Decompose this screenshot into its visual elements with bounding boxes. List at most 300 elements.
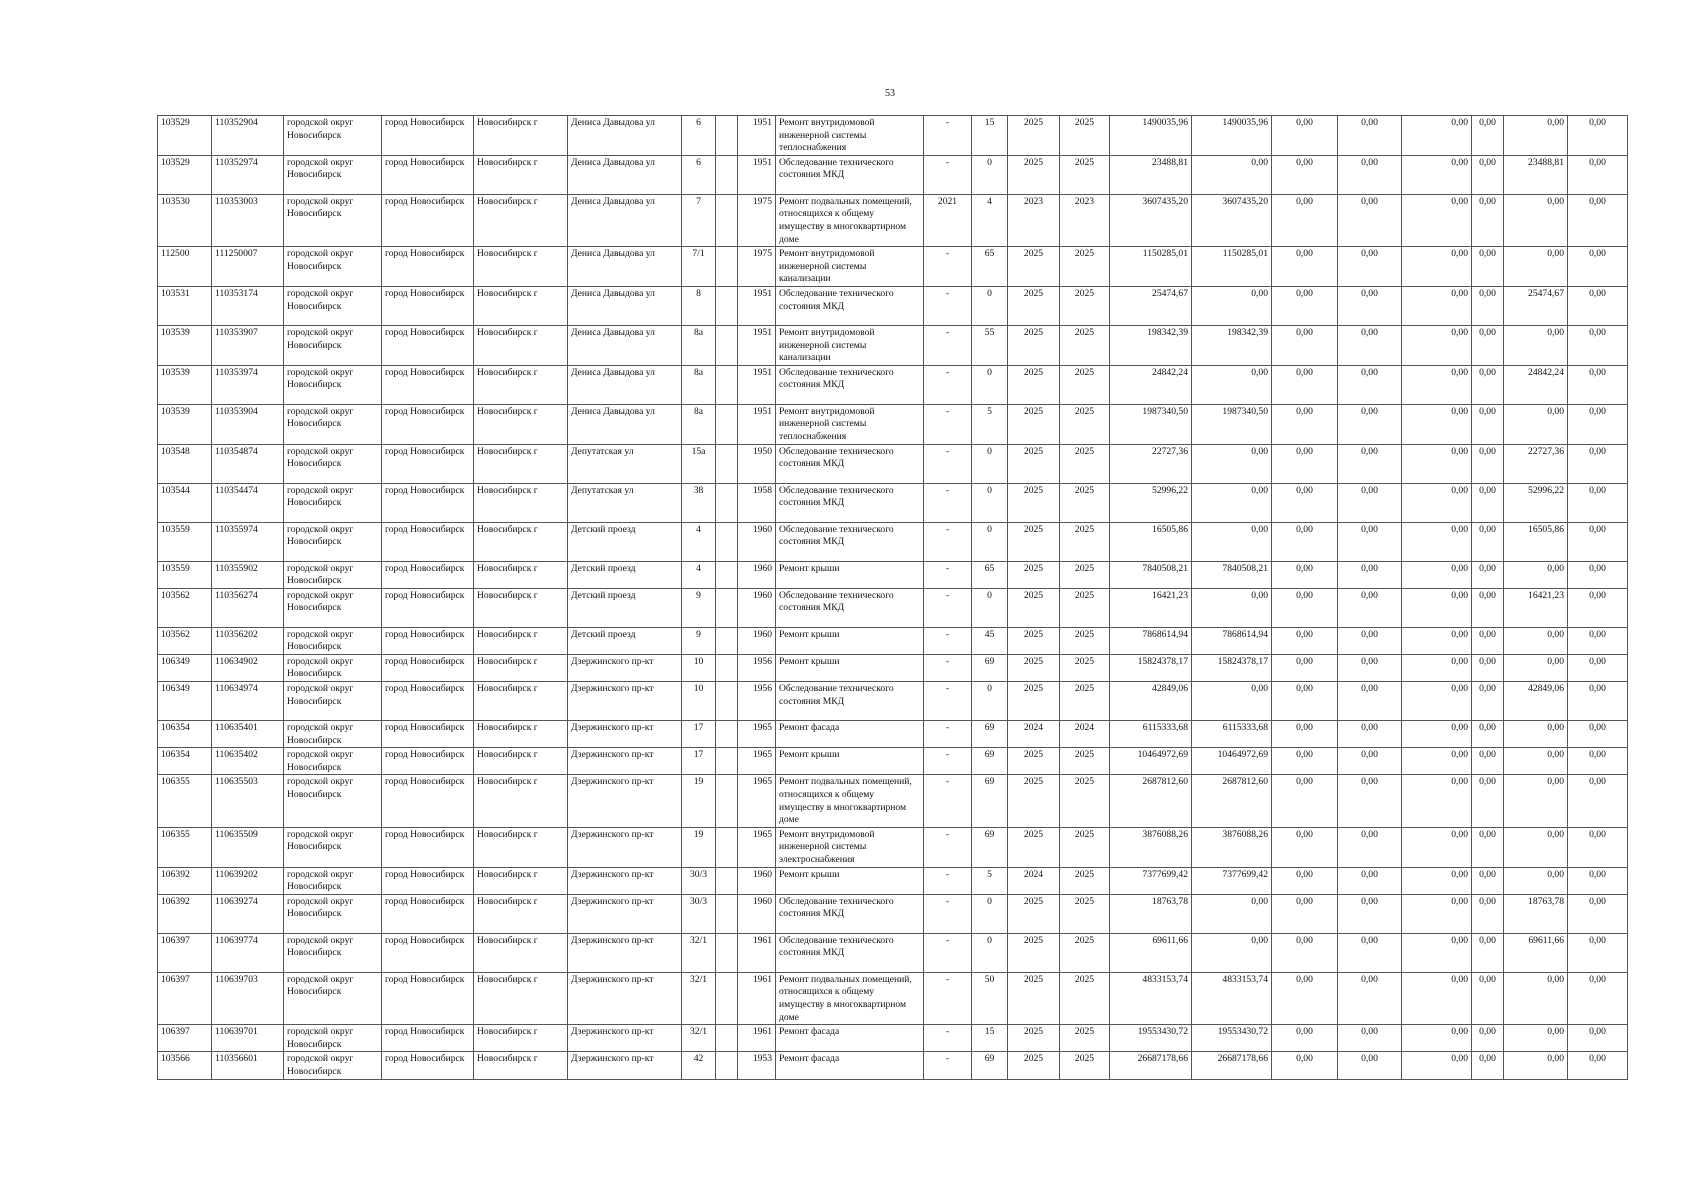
- cell-fund-cost: 0,00: [1192, 483, 1272, 522]
- cell-plan-year-from: 2025: [1008, 775, 1060, 827]
- cell-settlement-type: город Новосибирск: [382, 894, 474, 933]
- cell-build-year: 1961: [738, 933, 776, 972]
- cell-local-funds: 0,00: [1402, 561, 1472, 588]
- cell-owner-funds: 0,00: [1504, 561, 1568, 588]
- table-row: [158, 1052, 1628, 1079]
- cell-work-id: 110352904: [212, 116, 284, 156]
- cell-plan-year-to: 2025: [1060, 522, 1110, 561]
- cell-street: Депутатская ул: [568, 444, 682, 483]
- cell-work-id: 110639202: [212, 867, 284, 894]
- cell-plan-year-from: 2025: [1008, 522, 1060, 561]
- cell-settlement-type: город Новосибирск: [382, 775, 474, 827]
- cell-work-type: Ремонт фасада: [776, 721, 924, 748]
- cell-work-type: Ремонт подвальных помещений, относящихся к общему имуществу в многоквартирном доме: [776, 775, 924, 827]
- cell-plan-year-from: 2024: [1008, 867, 1060, 894]
- cell-municipality: городской округ Новосибирск: [284, 483, 382, 522]
- cell-street: Детский проезд: [568, 561, 682, 588]
- cell-house-number: 8а: [682, 365, 716, 404]
- cell-owner-funds: 16505,86: [1504, 522, 1568, 561]
- cell-municipality: городской округ Новосибирск: [284, 827, 382, 867]
- cell-owner-funds: 0,00: [1504, 1025, 1568, 1052]
- cell-locality: Новосибирск г: [474, 654, 568, 681]
- cell-work-type: Обследование технического состояния МКД: [776, 588, 924, 627]
- cell-extra-funds: 0,00: [1568, 365, 1628, 404]
- cell-building: [716, 522, 738, 561]
- cell-extra-funds: 0,00: [1568, 561, 1628, 588]
- cell-plan-year-to: 2025: [1060, 588, 1110, 627]
- cell-work-type: Обследование технического состояния МКД: [776, 286, 924, 325]
- cell-municipality: городской округ Новосибирск: [284, 325, 382, 365]
- cell-house-id: 103559: [158, 561, 212, 588]
- cell-work-type: Ремонт крыши: [776, 748, 924, 775]
- cell-regional-funds: 0,00: [1338, 286, 1402, 325]
- cell-build-year: 1956: [738, 654, 776, 681]
- cell-local-funds: 0,00: [1402, 894, 1472, 933]
- cell-plan-year-to: 2025: [1060, 867, 1110, 894]
- cell-build-year: 1961: [738, 972, 776, 1024]
- cell-locality: Новосибирск г: [474, 247, 568, 287]
- cell-house-number: 19: [682, 775, 716, 827]
- cell-street: Дзержинского пр-кт: [568, 775, 682, 827]
- cell-building: [716, 682, 738, 721]
- cell-owner-funds: 0,00: [1504, 627, 1568, 654]
- cell-settlement-type: город Новосибирск: [382, 365, 474, 404]
- cell-local-funds: 0,00: [1402, 721, 1472, 748]
- cell-extra-funds: 0,00: [1568, 522, 1628, 561]
- cell-last-repair-year: -: [924, 483, 972, 522]
- cell-last-repair-year: -: [924, 365, 972, 404]
- cell-street: Дениса Давыдова ул: [568, 116, 682, 156]
- cell-settlement-type: город Новосибирск: [382, 748, 474, 775]
- cell-locality: Новосибирск г: [474, 194, 568, 246]
- cell-street: Дзержинского пр-кт: [568, 1052, 682, 1079]
- cell-house-id: 106355: [158, 827, 212, 867]
- cell-local-funds: 0,00: [1402, 155, 1472, 194]
- cell-fund-cost: 6115333,68: [1192, 721, 1272, 748]
- cell-locality: Новосибирск г: [474, 286, 568, 325]
- cell-extra-funds: 0,00: [1568, 748, 1628, 775]
- cell-street: Дзержинского пр-кт: [568, 654, 682, 681]
- cell-fund-cost: 0,00: [1192, 286, 1272, 325]
- cell-fund-cost: 19553430,72: [1192, 1025, 1272, 1052]
- cell-street: Дзержинского пр-кт: [568, 682, 682, 721]
- cell-total-cost: 42849,06: [1110, 682, 1192, 721]
- cell-fund-cost: 1490035,96: [1192, 116, 1272, 156]
- cell-street: Детский проезд: [568, 627, 682, 654]
- cell-wear-percent: 0: [972, 933, 1008, 972]
- table-row: [158, 444, 1628, 483]
- cell-municipality: городской округ Новосибирск: [284, 1052, 382, 1079]
- cell-last-repair-year: -: [924, 286, 972, 325]
- cell-other-funds: 0,00: [1472, 365, 1504, 404]
- cell-work-id: 110356274: [212, 588, 284, 627]
- cell-plan-year-from: 2025: [1008, 286, 1060, 325]
- cell-fund-cost: 0,00: [1192, 933, 1272, 972]
- cell-total-cost: 10464972,69: [1110, 748, 1192, 775]
- cell-house-number: 32/1: [682, 933, 716, 972]
- cell-municipality: городской округ Новосибирск: [284, 682, 382, 721]
- cell-settlement-type: город Новосибирск: [382, 522, 474, 561]
- cell-house-number: 8а: [682, 404, 716, 444]
- cell-settlement-type: город Новосибирск: [382, 444, 474, 483]
- cell-municipality: городской округ Новосибирск: [284, 155, 382, 194]
- cell-settlement-type: город Новосибирск: [382, 721, 474, 748]
- cell-wear-percent: 69: [972, 775, 1008, 827]
- cell-locality: Новосибирск г: [474, 444, 568, 483]
- cell-other-funds: 0,00: [1472, 1025, 1504, 1052]
- cell-municipality: городской округ Новосибирск: [284, 194, 382, 246]
- table-row: [158, 588, 1628, 627]
- cell-federal-funds: 0,00: [1272, 627, 1338, 654]
- cell-house-number: 7/1: [682, 247, 716, 287]
- cell-house-number: 32/1: [682, 972, 716, 1024]
- cell-plan-year-to: 2025: [1060, 483, 1110, 522]
- cell-local-funds: 0,00: [1402, 483, 1472, 522]
- cell-building: [716, 286, 738, 325]
- cell-other-funds: 0,00: [1472, 827, 1504, 867]
- cell-total-cost: 19553430,72: [1110, 1025, 1192, 1052]
- cell-house-id: 106392: [158, 894, 212, 933]
- cell-locality: Новосибирск г: [474, 682, 568, 721]
- cell-house-id: 103562: [158, 588, 212, 627]
- cell-street: Дзержинского пр-кт: [568, 867, 682, 894]
- cell-locality: Новосибирск г: [474, 721, 568, 748]
- cell-local-funds: 0,00: [1402, 194, 1472, 246]
- cell-build-year: 1951: [738, 116, 776, 156]
- cell-municipality: городской округ Новосибирск: [284, 775, 382, 827]
- cell-plan-year-from: 2025: [1008, 933, 1060, 972]
- cell-total-cost: 24842,24: [1110, 365, 1192, 404]
- cell-federal-funds: 0,00: [1272, 116, 1338, 156]
- cell-owner-funds: 0,00: [1504, 325, 1568, 365]
- cell-municipality: городской округ Новосибирск: [284, 444, 382, 483]
- cell-total-cost: 15824378,17: [1110, 654, 1192, 681]
- cell-plan-year-to: 2025: [1060, 775, 1110, 827]
- cell-total-cost: 1150285,01: [1110, 247, 1192, 287]
- cell-build-year: 1958: [738, 483, 776, 522]
- cell-last-repair-year: -: [924, 775, 972, 827]
- cell-regional-funds: 0,00: [1338, 867, 1402, 894]
- cell-wear-percent: 15: [972, 1025, 1008, 1052]
- cell-work-type: Ремонт подвальных помещений, относящихся к общему имуществу в многоквартирном доме: [776, 194, 924, 246]
- cell-federal-funds: 0,00: [1272, 682, 1338, 721]
- cell-regional-funds: 0,00: [1338, 721, 1402, 748]
- cell-plan-year-from: 2025: [1008, 627, 1060, 654]
- cell-regional-funds: 0,00: [1338, 588, 1402, 627]
- cell-plan-year-from: 2025: [1008, 325, 1060, 365]
- cell-local-funds: 0,00: [1402, 867, 1472, 894]
- cell-local-funds: 0,00: [1402, 365, 1472, 404]
- cell-local-funds: 0,00: [1402, 286, 1472, 325]
- cell-extra-funds: 0,00: [1568, 827, 1628, 867]
- cell-other-funds: 0,00: [1472, 721, 1504, 748]
- cell-locality: Новосибирск г: [474, 404, 568, 444]
- cell-street: Дзержинского пр-кт: [568, 894, 682, 933]
- cell-fund-cost: 2687812,60: [1192, 775, 1272, 827]
- cell-build-year: 1960: [738, 588, 776, 627]
- cell-settlement-type: город Новосибирск: [382, 682, 474, 721]
- cell-other-funds: 0,00: [1472, 775, 1504, 827]
- cell-other-funds: 0,00: [1472, 1052, 1504, 1079]
- cell-street: Дениса Давыдова ул: [568, 365, 682, 404]
- cell-work-type: Ремонт внутридомовой инженерной системы теплоснабжения: [776, 116, 924, 156]
- cell-owner-funds: 0,00: [1504, 654, 1568, 681]
- cell-plan-year-from: 2025: [1008, 483, 1060, 522]
- cell-build-year: 1960: [738, 627, 776, 654]
- cell-fund-cost: 0,00: [1192, 682, 1272, 721]
- cell-settlement-type: город Новосибирск: [382, 867, 474, 894]
- cell-building: [716, 654, 738, 681]
- cell-last-repair-year: -: [924, 972, 972, 1024]
- cell-work-type: Обследование технического состояния МКД: [776, 483, 924, 522]
- cell-last-repair-year: -: [924, 116, 972, 156]
- cell-owner-funds: 0,00: [1504, 972, 1568, 1024]
- cell-locality: Новосибирск г: [474, 365, 568, 404]
- cell-building: [716, 116, 738, 156]
- cell-federal-funds: 0,00: [1272, 404, 1338, 444]
- cell-house-number: 6: [682, 116, 716, 156]
- cell-settlement-type: город Новосибирск: [382, 933, 474, 972]
- cell-building: [716, 972, 738, 1024]
- cell-wear-percent: 0: [972, 286, 1008, 325]
- cell-owner-funds: 0,00: [1504, 748, 1568, 775]
- cell-house-number: 7: [682, 194, 716, 246]
- cell-federal-funds: 0,00: [1272, 827, 1338, 867]
- cell-extra-funds: 0,00: [1568, 682, 1628, 721]
- cell-work-id: 111250007: [212, 247, 284, 287]
- cell-municipality: городской округ Новосибирск: [284, 116, 382, 156]
- cell-last-repair-year: -: [924, 325, 972, 365]
- cell-build-year: 1953: [738, 1052, 776, 1079]
- cell-regional-funds: 0,00: [1338, 483, 1402, 522]
- cell-municipality: городской округ Новосибирск: [284, 247, 382, 287]
- cell-locality: Новосибирск г: [474, 775, 568, 827]
- cell-build-year: 1951: [738, 325, 776, 365]
- cell-house-number: 10: [682, 654, 716, 681]
- cell-federal-funds: 0,00: [1272, 286, 1338, 325]
- cell-federal-funds: 0,00: [1272, 522, 1338, 561]
- cell-local-funds: 0,00: [1402, 247, 1472, 287]
- cell-settlement-type: город Новосибирск: [382, 404, 474, 444]
- cell-other-funds: 0,00: [1472, 286, 1504, 325]
- cell-house-id: 103544: [158, 483, 212, 522]
- table-row: [158, 721, 1628, 748]
- cell-build-year: 1951: [738, 365, 776, 404]
- cell-settlement-type: город Новосибирск: [382, 1025, 474, 1052]
- cell-last-repair-year: -: [924, 827, 972, 867]
- cell-building: [716, 247, 738, 287]
- cell-plan-year-from: 2025: [1008, 654, 1060, 681]
- cell-plan-year-from: 2025: [1008, 116, 1060, 156]
- cell-owner-funds: 23488,81: [1504, 155, 1568, 194]
- cell-local-funds: 0,00: [1402, 404, 1472, 444]
- cell-plan-year-from: 2025: [1008, 1052, 1060, 1079]
- cell-settlement-type: город Новосибирск: [382, 972, 474, 1024]
- cell-plan-year-from: 2024: [1008, 721, 1060, 748]
- cell-regional-funds: 0,00: [1338, 522, 1402, 561]
- cell-plan-year-to: 2025: [1060, 444, 1110, 483]
- cell-locality: Новосибирск г: [474, 867, 568, 894]
- cell-building: [716, 404, 738, 444]
- cell-municipality: городской округ Новосибирск: [284, 522, 382, 561]
- cell-house-id: 103539: [158, 325, 212, 365]
- cell-locality: Новосибирск г: [474, 561, 568, 588]
- cell-last-repair-year: -: [924, 155, 972, 194]
- cell-house-number: 30/3: [682, 894, 716, 933]
- cell-last-repair-year: -: [924, 404, 972, 444]
- cell-municipality: городской округ Новосибирск: [284, 588, 382, 627]
- cell-regional-funds: 0,00: [1338, 748, 1402, 775]
- cell-total-cost: 1987340,50: [1110, 404, 1192, 444]
- cell-federal-funds: 0,00: [1272, 194, 1338, 246]
- cell-regional-funds: 0,00: [1338, 682, 1402, 721]
- cell-fund-cost: 1987340,50: [1192, 404, 1272, 444]
- cell-wear-percent: 5: [972, 404, 1008, 444]
- cell-building: [716, 748, 738, 775]
- cell-total-cost: 198342,39: [1110, 325, 1192, 365]
- cell-plan-year-to: 2025: [1060, 1025, 1110, 1052]
- cell-work-type: Обследование технического состояния МКД: [776, 444, 924, 483]
- cell-house-number: 4: [682, 522, 716, 561]
- cell-other-funds: 0,00: [1472, 972, 1504, 1024]
- cell-work-type: Обследование технического состояния МКД: [776, 365, 924, 404]
- cell-house-id: 103539: [158, 404, 212, 444]
- cell-federal-funds: 0,00: [1272, 1052, 1338, 1079]
- cell-other-funds: 0,00: [1472, 627, 1504, 654]
- cell-regional-funds: 0,00: [1338, 894, 1402, 933]
- cell-owner-funds: 22727,36: [1504, 444, 1568, 483]
- cell-regional-funds: 0,00: [1338, 827, 1402, 867]
- cell-local-funds: 0,00: [1402, 682, 1472, 721]
- cell-federal-funds: 0,00: [1272, 247, 1338, 287]
- cell-building: [716, 365, 738, 404]
- cell-extra-funds: 0,00: [1568, 721, 1628, 748]
- cell-plan-year-from: 2025: [1008, 247, 1060, 287]
- cell-settlement-type: город Новосибирск: [382, 1052, 474, 1079]
- cell-building: [716, 561, 738, 588]
- cell-municipality: городской округ Новосибирск: [284, 748, 382, 775]
- cell-federal-funds: 0,00: [1272, 155, 1338, 194]
- cell-settlement-type: город Новосибирск: [382, 286, 474, 325]
- cell-street: Дзержинского пр-кт: [568, 972, 682, 1024]
- cell-house-number: 42: [682, 1052, 716, 1079]
- cell-street: Депутатская ул: [568, 483, 682, 522]
- cell-local-funds: 0,00: [1402, 748, 1472, 775]
- cell-build-year: 1965: [738, 775, 776, 827]
- cell-plan-year-to: 2025: [1060, 116, 1110, 156]
- cell-last-repair-year: -: [924, 522, 972, 561]
- cell-federal-funds: 0,00: [1272, 867, 1338, 894]
- cell-settlement-type: город Новосибирск: [382, 483, 474, 522]
- cell-settlement-type: город Новосибирск: [382, 247, 474, 287]
- table-row: [158, 404, 1628, 444]
- cell-plan-year-to: 2025: [1060, 1052, 1110, 1079]
- cell-extra-funds: 0,00: [1568, 775, 1628, 827]
- cell-locality: Новосибирск г: [474, 1052, 568, 1079]
- cell-wear-percent: 0: [972, 522, 1008, 561]
- cell-fund-cost: 0,00: [1192, 522, 1272, 561]
- cell-house-number: 32/1: [682, 1025, 716, 1052]
- cell-fund-cost: 0,00: [1192, 894, 1272, 933]
- cell-last-repair-year: -: [924, 682, 972, 721]
- cell-wear-percent: 65: [972, 561, 1008, 588]
- cell-municipality: городской округ Новосибирск: [284, 286, 382, 325]
- cell-building: [716, 325, 738, 365]
- cell-plan-year-to: 2025: [1060, 627, 1110, 654]
- cell-total-cost: 18763,78: [1110, 894, 1192, 933]
- cell-locality: Новосибирск г: [474, 522, 568, 561]
- cell-plan-year-to: 2023: [1060, 194, 1110, 246]
- cell-house-number: 15а: [682, 444, 716, 483]
- cell-federal-funds: 0,00: [1272, 933, 1338, 972]
- cell-build-year: 1950: [738, 444, 776, 483]
- cell-plan-year-from: 2025: [1008, 972, 1060, 1024]
- cell-locality: Новосибирск г: [474, 325, 568, 365]
- cell-locality: Новосибирск г: [474, 748, 568, 775]
- cell-build-year: 1951: [738, 155, 776, 194]
- cell-plan-year-from: 2025: [1008, 404, 1060, 444]
- cell-locality: Новосибирск г: [474, 116, 568, 156]
- cell-extra-funds: 0,00: [1568, 404, 1628, 444]
- cell-total-cost: 23488,81: [1110, 155, 1192, 194]
- cell-owner-funds: 0,00: [1504, 1052, 1568, 1079]
- cell-regional-funds: 0,00: [1338, 627, 1402, 654]
- cell-local-funds: 0,00: [1402, 933, 1472, 972]
- cell-local-funds: 0,00: [1402, 627, 1472, 654]
- cell-other-funds: 0,00: [1472, 483, 1504, 522]
- table-row: [158, 325, 1628, 365]
- cell-last-repair-year: -: [924, 444, 972, 483]
- cell-owner-funds: 42849,06: [1504, 682, 1568, 721]
- cell-street: Дзержинского пр-кт: [568, 1025, 682, 1052]
- cell-fund-cost: 7840508,21: [1192, 561, 1272, 588]
- cell-building: [716, 194, 738, 246]
- cell-municipality: городской округ Новосибирск: [284, 561, 382, 588]
- cell-locality: Новосибирск г: [474, 588, 568, 627]
- cell-settlement-type: город Новосибирск: [382, 654, 474, 681]
- cell-house-id: 106354: [158, 721, 212, 748]
- cell-last-repair-year: -: [924, 721, 972, 748]
- cell-house-number: 30/3: [682, 867, 716, 894]
- cell-work-type: Ремонт подвальных помещений, относящихся к общему имуществу в многоквартирном доме: [776, 972, 924, 1024]
- cell-total-cost: 52996,22: [1110, 483, 1192, 522]
- cell-work-id: 110355974: [212, 522, 284, 561]
- cell-street: Дениса Давыдова ул: [568, 286, 682, 325]
- cell-other-funds: 0,00: [1472, 404, 1504, 444]
- cell-local-funds: 0,00: [1402, 588, 1472, 627]
- cell-work-type: Обследование технического состояния МКД: [776, 522, 924, 561]
- cell-work-id: 110639701: [212, 1025, 284, 1052]
- cell-local-funds: 0,00: [1402, 522, 1472, 561]
- cell-building: [716, 627, 738, 654]
- cell-plan-year-to: 2025: [1060, 404, 1110, 444]
- cell-settlement-type: город Новосибирск: [382, 155, 474, 194]
- cell-work-id: 110635509: [212, 827, 284, 867]
- cell-build-year: 1960: [738, 867, 776, 894]
- cell-work-id: 110639274: [212, 894, 284, 933]
- cell-plan-year-from: 2025: [1008, 561, 1060, 588]
- cell-total-cost: 3607435,20: [1110, 194, 1192, 246]
- cell-wear-percent: 0: [972, 483, 1008, 522]
- cell-plan-year-from: 2025: [1008, 444, 1060, 483]
- cell-owner-funds: 24842,24: [1504, 365, 1568, 404]
- table-row: [158, 561, 1628, 588]
- cell-federal-funds: 0,00: [1272, 325, 1338, 365]
- cell-settlement-type: город Новосибирск: [382, 325, 474, 365]
- cell-house-number: 19: [682, 827, 716, 867]
- cell-fund-cost: 7377699,42: [1192, 867, 1272, 894]
- cell-plan-year-to: 2025: [1060, 286, 1110, 325]
